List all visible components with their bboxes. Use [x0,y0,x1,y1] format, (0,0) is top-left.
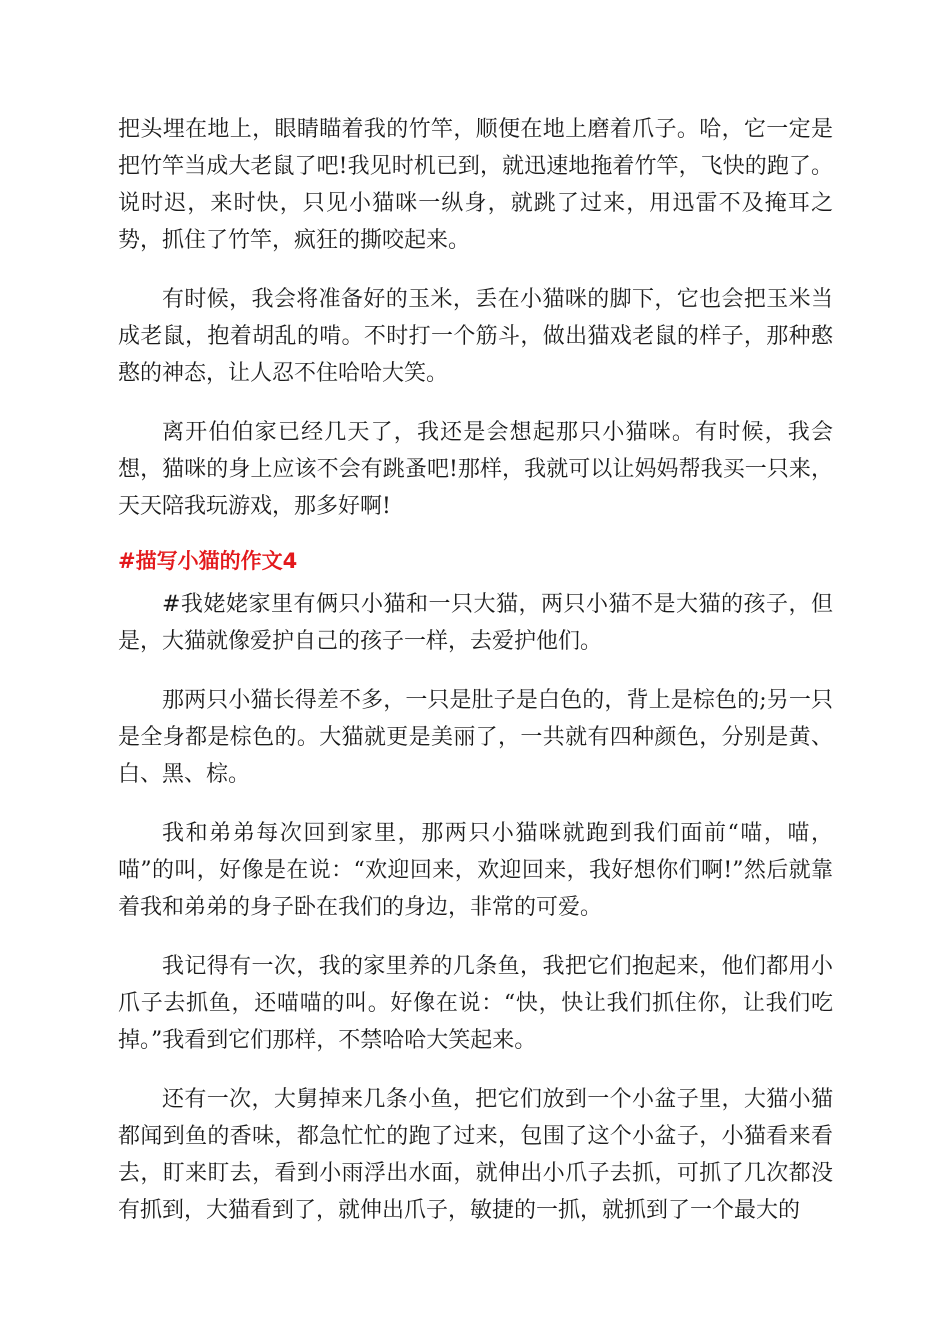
section-heading: #描写小猫的作文4 [118,549,298,573]
paragraph-corn: 有时候，我会将准备好的玉米，丢在小猫咪的脚下，它也会把玉米当成老鼠，抱着胡乱的啃。不时打一个筋斗，做出猫戏老鼠的样子，那种憨憨的神态，让人忍不住哈哈大笑。 [118,287,833,386]
paragraph-basin: 还有一次，大舅掉来几条小鱼，把它们放到一个小盆子里，大猫小猫都闻到鱼的香味，都急忙忙的跑了过来，包围了这个小盆子，小猫看来看去，盯来盯去，看到小雨浮出水面，就伸出小爪子去抓，可抓了几次都没有抓到，大猫看到了，就伸出爪子，敏捷的一抓，就抓到了一个最大的 [118,1087,833,1223]
paragraph-leaving: 离开伯伯家已经几天了，我还是会想起那只小猫咪。有时候，我会想，猫咪的身上应该不会有跳蚤吧!那样，我就可以让妈妈帮我买一只来，天天陪我玩游戏，那多好啊! [118,420,833,519]
paragraph-colors: 那两只小猫长得差不多，一只是肚子是白色的，背上是棕色的;另一只是全身都是棕色的。大猫就更是美丽了，一共就有四种颜色，分别是黄、白、黑、棕。 [118,688,833,787]
paragraph-fish: 我记得有一次，我的家里养的几条鱼，我把它们抱起来，他们都用小爪子去抓鱼，还喵喵的叫。好像在说：“快，快让我们抓住你，让我们吃掉。”我看到它们那样，不禁哈哈大笑起来。 [118,954,833,1053]
document-body [118,111,833,1251]
paragraph-intro: #我姥姥家里有俩只小猫和一只大猫，两只小猫不是大猫的孩子，但是，大猫就像爱护自己的孩子一样，去爱护他们。 [118,592,833,654]
paragraph-continued: 把头埋在地上，眼睛瞄着我的竹竿，顺便在地上磨着爪子。哈，它一定是把竹竿当成大老鼠了吧!我见时机已到，就迅速地拖着竹竿，飞快的跑了。说时迟，来时快，只见小猫咪一纵身，就跳了过来，用迅雷不及掩耳之势，抓住了竹竿，疯狂的撕咬起来。 [118,117,833,253]
paragraph-welcome: 我和弟弟每次回到家里，那两只小猫咪就跑到我们面前“喵，喵，喵”的叫，好像是在说：“欢迎回来，欢迎回来，我好想你们啊!”然后就靠着我和弟弟的身子卧在我们的身边，非常的可爱。 [118,821,833,920]
